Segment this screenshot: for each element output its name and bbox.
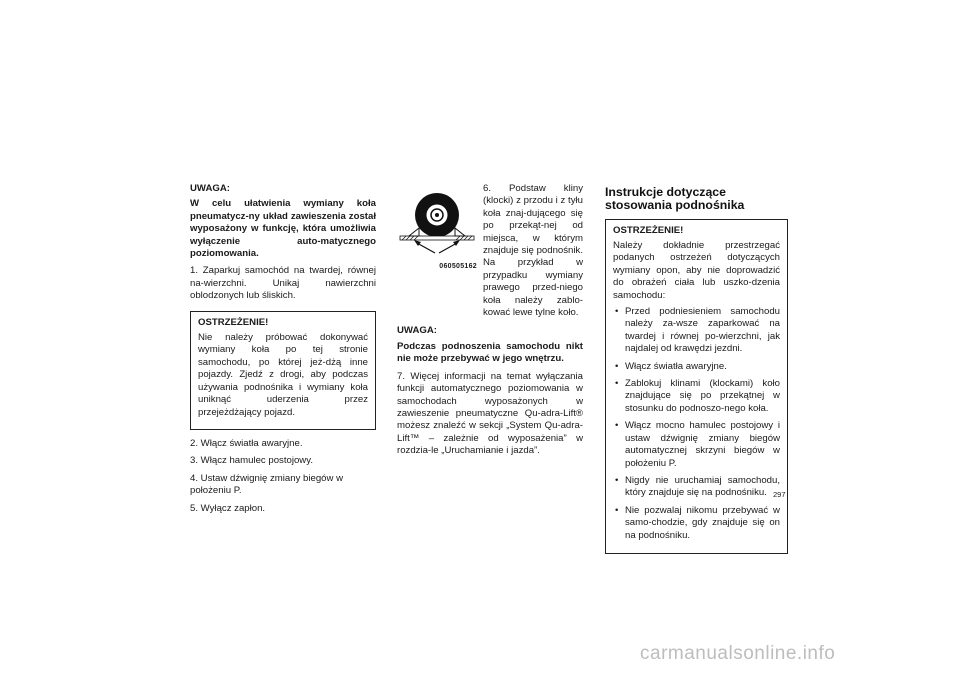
list-item: • Przed podniesieniem samochodu należy za-wsze zaparkować na twardej i równej po-wierzchni, jak najdalej od krawędzi jezdni. [613,306,780,356]
step-4: 4. Ustaw dźwignię zmiany biegów w położeniu P. [190,472,344,497]
step-2: 2. Włącz światła awaryjne. [190,437,303,449]
warning-body: Nie należy próbować dokonywać wymiany koła po tej stronie samochodu, po której jeż-dżą inne pojazdy. Zjedź z drogi, aby podczas używania podnośnika i wymiany koła uniknąć uderzenia przez przejeżdżający pojazd. [198,332,368,418]
step-5: 5. Wyłącz zapłon. [190,502,266,514]
step-3: 3. Włącz hamulec postojowy. [190,455,313,467]
note-title: UWAGA: [190,183,230,194]
note-body-2: Podczas podnoszenia samochodu nikt nie może przebywać w jego wnętrzu. [397,340,583,365]
note-title-2: UWAGA: [397,325,437,337]
note-body: W celu ułatwienia wymiany koła pneumatycz-ny układ zawieszenia został wyposażony w funkcję, która umożliwia wyłączenie auto-matycznego poziomowania. [190,198,376,260]
list-item: • Włącz mocno hamulec postojowy i ustaw dźwignię zmiany biegów automatycznej skrzyni biegów w położeniu P. [613,420,780,470]
column-middle [397,183,583,463]
jack-warning-box [605,219,788,554]
section-title: Instrukcje dotyczące stosowania podnośnika [605,185,745,212]
jack-warning-intro: Należy dokładnie przestrzegać podanych ostrzeżeń dotyczących wymiany opon, aby nie doprowadzić do obrażeń ciała lub uszko-dzenia samochodu: [613,240,780,301]
warning-title: OSTRZEŻENIE! [198,316,269,328]
warning-box [190,311,376,430]
figure-row [397,183,583,319]
jack-warning-title: OSTRZEŻENIE! [613,224,684,236]
jack-warning-list [613,306,780,542]
list-item: • Zablokuj klinami (klockami) koło znajdujące się po przekątnej w stosunku do podnoszo-nego koła. [613,378,780,415]
figure-code: 060505162 [439,263,477,270]
page-number: 297 [773,490,786,499]
column-left [190,183,376,520]
list-item: • Włącz światła awaryjne. [613,361,780,373]
step-7: 7. Więcej informacji na temat wyłączania funkcji automatycznego poziomowania w samochodach wyposażonych w zawieszenie pneumatyczne Qu-adra-Lift® możesz znaleźć w sekcji „System Qu-adra-Lift™ – zależnie od wyposażenia” w rozdzia-le „Uruchamianie i jazda”. [397,370,583,457]
list-item: • Nigdy nie uruchamiaj samochodu, który znajduje się na podnośniku. [613,475,780,500]
column-right [605,186,788,562]
step-1: 1. Zaparkuj samochód na twardej, równej na-wierzchni. Unikaj nawierzchni oblodzonych lub śliskich. [190,265,376,302]
watermark: carmanualsonline.info [640,643,836,664]
step-6: 6. Podstaw kliny (klocki) z przodu i z tyłu koła znaj-dującego się po przekąt-nej od miejsca, w którym znajduje się podnośnik. Na przykład w przypadku wymiany prawego przed-niego koła należy zablo-kować lewe tylne koło. [483,183,583,319]
list-item: • Nie pozwalaj nikomu przebywać w samo-chodzie, gdy znajduje się on na podnośniku. [613,505,780,542]
wheel-chock-illustration [397,183,477,263]
wheel-chock-figure [397,183,477,319]
